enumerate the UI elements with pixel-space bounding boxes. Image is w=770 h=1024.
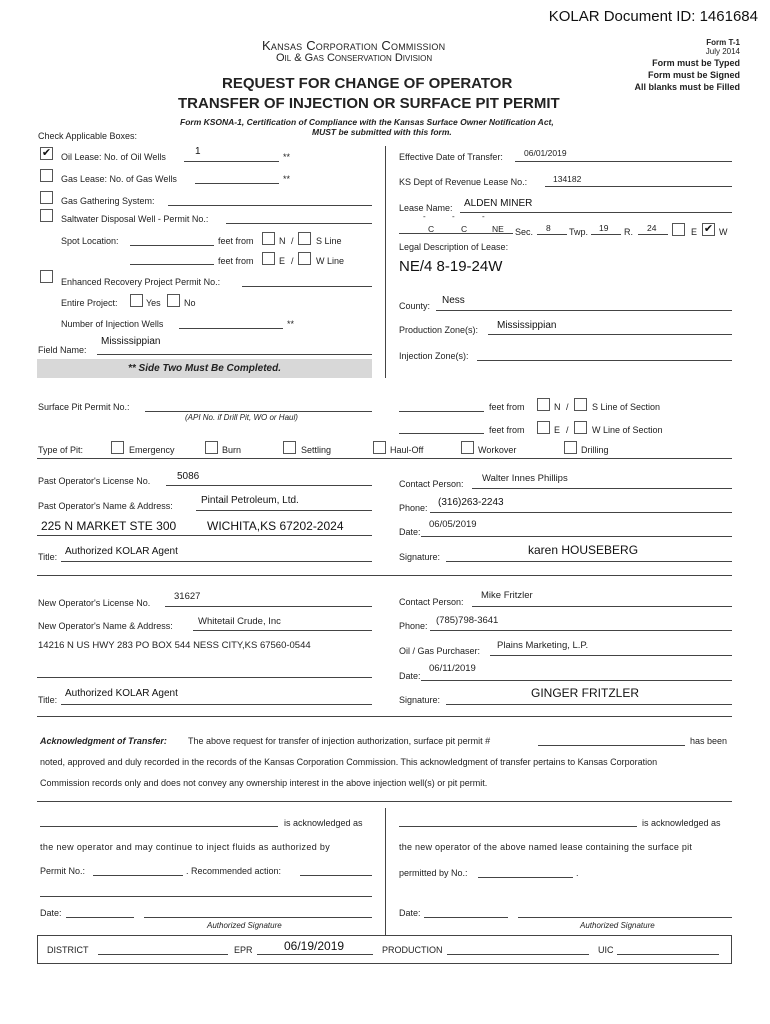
pit-n: N: [554, 402, 561, 412]
twp-value[interactable]: 19: [599, 223, 609, 233]
pit-s-checkbox[interactable]: [574, 398, 587, 411]
inj-zone-line: [477, 360, 732, 361]
section-divider-1: [37, 458, 732, 459]
new-date-label: Date:: [399, 671, 421, 681]
field-name-line: [97, 354, 372, 355]
spot-w: W Line: [316, 256, 345, 266]
range-line: [638, 234, 668, 235]
inj-wells-line: [179, 328, 283, 329]
ack-right-auth-sig: Authorized Signature: [580, 921, 655, 930]
gas-gathering-label: Gas Gathering System:: [61, 196, 155, 206]
swd-label: Saltwater Disposal Well - Permit No.:: [61, 214, 209, 224]
past-phone-label: Phone:: [399, 503, 428, 513]
range-w-checkbox[interactable]: ✔: [703, 223, 714, 235]
entire-no: No: [184, 298, 196, 308]
swd-line: [226, 223, 372, 224]
spot-line-1: [130, 245, 214, 246]
feet-from-2: feet from: [218, 256, 254, 266]
pit-n-checkbox[interactable]: [537, 398, 550, 411]
section-divider-3: [37, 716, 732, 717]
sec-label: Sec.: [515, 227, 534, 237]
ack-right-line: [399, 826, 637, 827]
new-contact-line: [472, 606, 732, 607]
range-e: E: [691, 227, 698, 237]
ack-left-line: [40, 826, 278, 827]
new-name-label: New Operator's Name & Address:: [38, 621, 173, 631]
new-signature-line: [446, 704, 732, 705]
spot-w-checkbox[interactable]: [298, 252, 311, 265]
spot-s-checkbox[interactable]: [298, 232, 311, 245]
ack-permit-line: [538, 745, 685, 746]
inj-zone-label: Injection Zone(s):: [399, 351, 469, 361]
legal-desc-value[interactable]: NE/4 8-19-24W: [399, 258, 503, 275]
lease-name-label: Lease Name:: [399, 203, 453, 213]
recommended-line: [300, 875, 372, 876]
note-typed: Form must be Typed: [652, 58, 740, 68]
ack-right-sig-line: [518, 917, 732, 918]
ack-text-1b: has been: [690, 736, 728, 746]
agency-name: Kansas Corporation Commission: [262, 38, 446, 53]
pit-e: E: [554, 425, 561, 435]
ack-right-date-label: Date:: [399, 908, 421, 918]
ack-left-auth-sig: Authorized Signature: [207, 921, 282, 930]
emergency-checkbox[interactable]: [111, 441, 124, 454]
past-date-line: [421, 536, 732, 537]
spot-e-checkbox[interactable]: [262, 252, 275, 265]
section-divider-4: [37, 801, 732, 802]
burn-label: Burn: [222, 445, 242, 455]
eff-date-line: [515, 161, 732, 162]
past-contact-line: [472, 488, 732, 489]
epr-date-value[interactable]: 06/19/2019: [284, 939, 345, 953]
lease-name-line: [460, 212, 732, 213]
epr-line: [257, 954, 373, 955]
uic-line: [617, 954, 719, 955]
ack-right-date-line: [424, 917, 508, 918]
new-address-line: [37, 677, 372, 678]
settling-label: Settling: [301, 445, 332, 455]
past-name-value[interactable]: Pintail Petroleum, Ltd.: [201, 495, 299, 506]
new-name-value[interactable]: Whitetail Crude, Inc: [198, 616, 281, 627]
oil-lease-checkbox[interactable]: ✔: [41, 147, 52, 159]
pit-feet-from-2: feet from: [489, 425, 525, 435]
ksdor-value[interactable]: 134182: [553, 174, 582, 184]
entire-project-label: Entire Project:: [61, 298, 118, 308]
slash-2: /: [291, 256, 294, 266]
field-name-value[interactable]: Mississippian: [101, 336, 161, 347]
past-title-value[interactable]: Authorized KOLAR Agent: [65, 546, 178, 557]
eff-date-value[interactable]: 06/01/2019: [524, 148, 567, 158]
new-name-line: [193, 630, 372, 631]
permit-no-line: [93, 875, 183, 876]
purchaser-value[interactable]: Plains Marketing, L.P.: [497, 640, 589, 651]
past-contact-label: Contact Person:: [399, 479, 464, 489]
burn-checkbox[interactable]: [205, 441, 218, 454]
stars-3: **: [287, 319, 295, 329]
column-divider: [385, 146, 386, 378]
stars-1: **: [283, 152, 291, 162]
range-value[interactable]: 24: [647, 223, 657, 233]
spot-line-2: [130, 264, 214, 265]
note-signed: Form must be Signed: [647, 70, 740, 80]
district-label: DISTRICT: [47, 945, 89, 955]
inj-wells-label: Number of Injection Wells: [61, 319, 164, 329]
gas-lease-checkbox[interactable]: [40, 169, 53, 182]
ack-left-date-line: [66, 917, 134, 918]
drilling-label: Drilling: [581, 445, 609, 455]
oil-wells-line: [184, 161, 279, 162]
ksona-note: Form KSONA-1, Certification of Compliance with the Kansas Surface Owner Notification Act,: [180, 117, 554, 127]
past-license-line: [166, 485, 372, 486]
range-w: W: [719, 227, 728, 237]
spot-e: E: [279, 256, 286, 266]
ack-left-date-label: Date:: [40, 908, 62, 918]
prod-zone-label: Production Zone(s):: [399, 325, 479, 335]
field-name-label: Field Name:: [38, 345, 87, 355]
uic-label: UIC: [598, 945, 614, 955]
spot-n-checkbox[interactable]: [262, 232, 275, 245]
note-blanks: All blanks must be Filled: [634, 82, 740, 92]
stars-2: **: [283, 174, 291, 184]
spot-s: S Line: [316, 236, 342, 246]
api-note: (API No. if Drill Pit, WO or Haul): [185, 413, 298, 422]
twp-line: [591, 234, 621, 235]
past-signature-value[interactable]: karen HOUSEBERG: [528, 543, 639, 557]
past-address-line: [37, 535, 372, 536]
quarter-1-value[interactable]: C: [428, 224, 435, 234]
purchaser-label: Oil / Gas Purchaser:: [399, 646, 481, 656]
past-license-value[interactable]: 5086: [177, 471, 200, 482]
pit-feet-line-1: [399, 411, 484, 412]
slash-1: /: [291, 236, 294, 246]
county-label: County:: [399, 301, 431, 311]
sec-line: [537, 234, 567, 235]
county-line: [436, 310, 732, 311]
new-address-value[interactable]: 14216 N US HWY 283 PO BOX 544 NESS CITY,KS 67560-0544: [38, 640, 311, 651]
past-address-2[interactable]: WICHITA,KS 67202-2024: [207, 519, 344, 533]
quarter-3-value[interactable]: NE: [492, 224, 504, 234]
recommended-line-2: [40, 896, 372, 897]
pit-w: W Line of Section: [592, 425, 663, 435]
new-license-value[interactable]: 31627: [174, 591, 201, 602]
ksona-note-2: MUST be submitted with this form.: [312, 127, 452, 137]
new-title-label: Title:: [38, 695, 58, 705]
past-date-label: Date:: [399, 527, 421, 537]
surface-pit-line: [145, 411, 372, 412]
new-phone-value[interactable]: (785)798-3641: [436, 615, 499, 626]
past-name-label: Past Operator's Name & Address:: [38, 501, 173, 511]
ksdor-line: [545, 186, 732, 187]
eor-checkbox[interactable]: [40, 270, 53, 283]
form-title-line2: TRANSFER OF INJECTION OR SURFACE PIT PERMIT: [178, 95, 560, 112]
form-number: Form T-1: [706, 38, 740, 47]
legal-desc-label: Legal Description of Lease:: [399, 242, 509, 252]
prod-zone-line: [488, 334, 732, 335]
side-two-banner: ** Side Two Must Be Completed.: [37, 359, 372, 378]
gas-lease-label: Gas Lease: No. of Gas Wells: [61, 174, 177, 184]
gas-gathering-line: [168, 205, 372, 206]
past-contact-value[interactable]: Walter Innes Phillips: [482, 473, 568, 484]
past-date-value[interactable]: 06/05/2019: [429, 519, 477, 530]
past-license-label: Past Operator's License No.: [38, 476, 151, 486]
quarter-dash-2: -: [452, 212, 455, 221]
pit-feet-from-1: feet from: [489, 402, 525, 412]
production-label: PRODUCTION: [382, 945, 443, 955]
past-signature-line: [446, 561, 732, 562]
permitted-by-line: [478, 877, 573, 878]
hauloff-checkbox[interactable]: [373, 441, 386, 454]
entire-yes-checkbox[interactable]: [130, 294, 143, 307]
ack-text-3: Commission records only and does not convey any ownership interest in the above injection well(s) or pit permit.: [40, 778, 488, 788]
eff-date-label: Effective Date of Transfer:: [399, 152, 503, 162]
district-line: [98, 954, 228, 955]
new-contact-label: Contact Person:: [399, 597, 464, 607]
quarter-2-value[interactable]: C: [461, 224, 468, 234]
quarter-dash-3: -: [482, 212, 485, 221]
recommended-label: . Recommended action:: [186, 866, 282, 876]
new-phone-label: Phone:: [399, 621, 428, 631]
check-label: Check Applicable Boxes:: [38, 131, 138, 141]
past-title-label: Title:: [38, 552, 58, 562]
form-date: July 2014: [705, 47, 740, 56]
workover-label: Workover: [478, 445, 517, 455]
past-signature-label: Signature:: [399, 552, 441, 562]
pit-type-label: Type of Pit:: [38, 445, 84, 455]
range-e-checkbox[interactable]: [672, 223, 685, 236]
eor-line: [242, 286, 372, 287]
new-license-label: New Operator's License No.: [38, 598, 151, 608]
ack-right-text: the new operator of the above named lease containing the surface pit: [399, 842, 693, 852]
new-date-value[interactable]: 06/11/2019: [429, 663, 476, 674]
ksdor-label: KS Dept of Revenue Lease No.:: [399, 177, 528, 187]
new-title-line: [61, 704, 372, 705]
ack-heading: Acknowledgment of Transfer:: [40, 736, 167, 746]
new-contact-value[interactable]: Mike Fritzler: [481, 590, 533, 601]
sec-value[interactable]: 8: [546, 223, 551, 233]
form-title-line1: REQUEST FOR CHANGE OF OPERATOR: [222, 75, 513, 92]
ack-right-label: is acknowledged as: [642, 818, 721, 828]
ack-left-text: the new operator and may continue to inject fluids as authorized by: [40, 842, 331, 852]
range-label: R.: [624, 227, 633, 237]
surface-pit-label: Surface Pit Permit No.:: [38, 402, 130, 412]
permitted-by-label: permitted by No.:: [399, 868, 468, 878]
entire-yes: Yes: [146, 298, 161, 308]
entire-no-checkbox[interactable]: [167, 294, 180, 307]
slash-3: /: [566, 402, 569, 412]
new-license-line: [165, 606, 372, 607]
twp-label: Twp.: [569, 227, 589, 237]
section-divider-2: [37, 575, 732, 576]
document-id: KOLAR Document ID: 1461684: [548, 8, 758, 25]
purchaser-line: [490, 655, 732, 656]
ack-text-1: The above request for transfer of injection authorization, surface pit permit #: [188, 736, 491, 746]
pit-e-checkbox[interactable]: [537, 421, 550, 434]
past-title-line: [61, 561, 372, 562]
spot-label: Spot Location:: [61, 236, 119, 246]
epr-label: EPR: [234, 945, 253, 955]
new-signature-value[interactable]: GINGER FRITZLER: [531, 686, 640, 700]
prod-zone-value[interactable]: Mississippian: [497, 320, 557, 331]
lease-name-value[interactable]: ALDEN MINER: [464, 198, 533, 209]
new-date-line: [421, 680, 732, 681]
ack-column-divider: [385, 808, 386, 936]
settling-checkbox[interactable]: [283, 441, 296, 454]
pit-w-checkbox[interactable]: [574, 421, 587, 434]
oil-wells-value[interactable]: 1: [195, 146, 201, 157]
spot-n: N: [279, 236, 286, 246]
emergency-label: Emergency: [129, 445, 175, 455]
quarter-dash-1: -: [423, 212, 426, 221]
past-name-line: [196, 510, 372, 511]
feet-from-1: feet from: [218, 236, 254, 246]
past-phone-line: [430, 512, 732, 513]
new-signature-label: Signature:: [399, 695, 441, 705]
pit-s: S Line of Section: [592, 402, 661, 412]
pit-feet-line-2: [399, 433, 484, 434]
eor-label: Enhanced Recovery Project Permit No.:: [61, 277, 221, 287]
past-address-1[interactable]: 225 N MARKET STE 300: [41, 519, 177, 533]
county-value[interactable]: Ness: [442, 295, 465, 306]
new-phone-line: [430, 630, 732, 631]
production-line: [447, 954, 589, 955]
slash-4: /: [566, 425, 569, 435]
division-name: Oil & Gas Conservation Division: [276, 52, 433, 64]
past-phone-value[interactable]: (316)263-2243: [438, 497, 504, 508]
drilling-checkbox[interactable]: [564, 441, 577, 454]
new-title-value[interactable]: Authorized KOLAR Agent: [65, 688, 178, 699]
gas-wells-line: [195, 183, 279, 184]
hauloff-label: Haul-Off: [390, 445, 424, 455]
workover-checkbox[interactable]: [461, 441, 474, 454]
permit-no-label: Permit No.:: [40, 866, 86, 876]
swd-checkbox[interactable]: [40, 209, 53, 222]
oil-lease-label: Oil Lease: No. of Oil Wells: [61, 152, 166, 162]
ack-left-label: is acknowledged as: [284, 818, 363, 828]
ack-text-2: noted, approved and duly recorded in the records of the Kansas Corporation Commission. This acknowledgment of transfer pertains to Kansas Corporation: [40, 757, 658, 767]
gas-gathering-checkbox[interactable]: [40, 191, 53, 204]
permitted-by-period: .: [576, 868, 579, 878]
ack-left-sig-line: [144, 917, 372, 918]
